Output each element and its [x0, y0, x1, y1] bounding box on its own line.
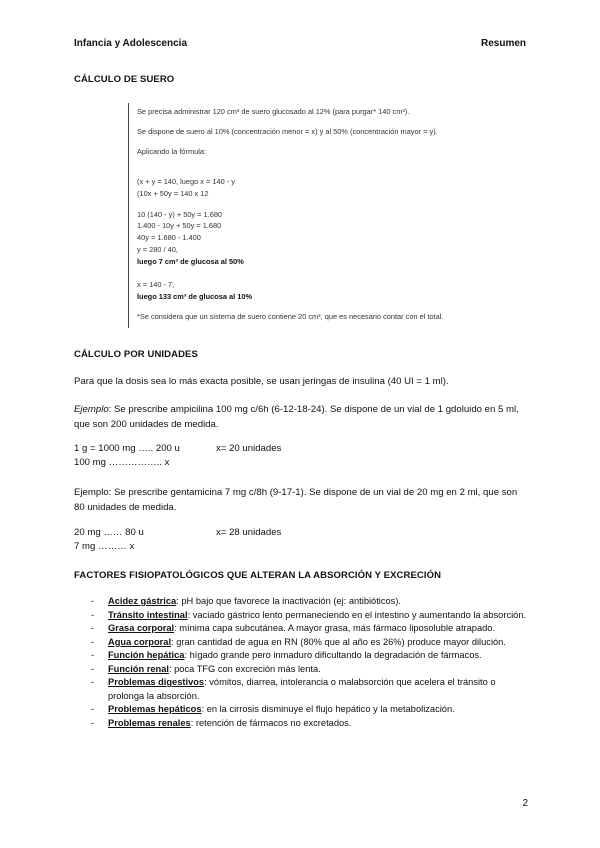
factor-term: Problemas renales	[108, 717, 191, 728]
example-2-rule-1: 20 mg …… 80 u	[74, 527, 144, 538]
factor-desc: : poca TFG con excreción más lenta.	[168, 663, 321, 674]
factor-term: Agua corporal	[108, 636, 172, 647]
example-2-rule-2: 7 mg ……… x	[74, 541, 135, 552]
suero-line: 10 (140 - y) + 50y = 1.680	[137, 210, 223, 219]
factor-term: Acidez gástrica	[108, 596, 177, 606]
list-item	[74, 649, 534, 663]
example-1-text: : Se prescribe ampicilina 100 mg c/6h (6-12-18-24). Se dispone de un vial de 1 gdoluido en 5 ml, que son 200 unidades de medida.	[74, 404, 519, 430]
bullet: -	[91, 650, 95, 660]
example-label: Ejemplo	[74, 404, 109, 415]
suero-line: (10x + 50y = 140 x 12	[137, 189, 209, 198]
suero-title: CÁLCULO DE SUERO	[74, 74, 175, 85]
factor-term: Función hepática	[108, 650, 185, 660]
factor-term: Grasa corporal	[108, 623, 175, 633]
factor-desc: : mínima capa subcutánea. A mayor grasa, más fármaco liposoluble atrapado.	[174, 623, 496, 633]
list-item	[74, 622, 534, 636]
bullet: -	[91, 609, 95, 620]
bullet: -	[91, 623, 95, 633]
example-1-result: x= 20 unidades	[216, 443, 282, 454]
list-item	[74, 595, 534, 609]
example-1-rule-1: 1 g = 1000 mg ….. 200 u	[74, 443, 180, 454]
factor-term: Función renal	[108, 663, 169, 674]
page-number: 2	[522, 798, 528, 809]
factores-list	[74, 595, 534, 730]
header-left: Infancia y Adolescencia	[74, 38, 188, 49]
list-item	[74, 636, 534, 650]
suero-result: luego 133 cm³ de glucosa al 10%	[137, 292, 253, 301]
header-right: Resumen	[480, 38, 526, 49]
factor-desc: : hígado grande pero inmaduro dificultando la degradación de fármacos.	[184, 650, 482, 660]
list-item	[74, 676, 534, 703]
factor-term: Problemas hepáticos	[108, 704, 202, 714]
suero-line: (x + y = 140, luego x = 140 - y	[137, 177, 235, 186]
suero-line: x = 140 - 7,	[137, 280, 175, 289]
example-1	[74, 402, 529, 432]
suero-result: luego 7 cm³ de glucosa al 50%	[137, 257, 244, 266]
list-item	[74, 717, 534, 731]
example-2-result: x= 28 unidades	[216, 527, 282, 538]
list-item	[74, 703, 534, 717]
factor-desc: : pH bajo que favorece la inactivación (ej: antibióticos).	[176, 596, 402, 606]
unidades-intro: Para que la dosis sea lo más exacta posible, se usan jeringas de insulina (40 UI = 1 ml).	[74, 376, 449, 387]
suero-line: 40y = 1.680 - 1.400	[137, 233, 201, 242]
bullet: -	[91, 677, 95, 687]
unidades-title: CÁLCULO POR UNIDADES	[74, 349, 198, 360]
example-1-rule-2: 100 mg …………….. x	[74, 457, 170, 468]
suero-line: Se dispone de suero al 10% (concentración menor = x) y al 50% (concentración mayor = y).	[137, 127, 438, 136]
suero-line: Aplicando la fórmula:	[137, 147, 207, 156]
list-item	[74, 609, 534, 623]
suero-line: y = 280 / 40,	[137, 245, 178, 254]
example-2: Ejemplo: Se prescribe gentamicina 7 mg c/8h (9-17-1). Se dispone de un vial de 20 mg en 2 ml, que son 80 unidades de medida.	[74, 487, 518, 513]
factor-desc: : vaciado gástrico lento permaneciendo en el intestino y aumentando la absorción.	[187, 609, 527, 620]
bullet: -	[91, 596, 95, 606]
suero-calculation-box	[128, 103, 471, 328]
factor-desc: : retención de fármacos no excretados.	[190, 717, 352, 728]
suero-line: 1.400 - 10y + 50y = 1.680	[137, 221, 222, 230]
factor-desc: : gran cantidad de agua en RN (80% que al año es 26%) produce mayor dilución.	[171, 636, 506, 647]
factor-term: Tránsito intestinal	[108, 609, 188, 620]
factor-desc: : vómitos, diarrea, intolerancia o malabsorción que acelera el tránsito o prolonga la absorción.	[108, 677, 496, 701]
suero-line: Se precisa administrar 120 cm³ de suero glucosado al 12% (para purgar* 140 cm³).	[137, 107, 410, 116]
factor-desc: : en la cirrosis disminuye el flujo hepático y la metabolización.	[201, 704, 455, 714]
factores-title: FACTORES FISIOPATOLÓGICOS QUE ALTERAN LA ABSORCIÓN Y EXCRECIÓN	[74, 570, 442, 581]
factor-term: Problemas digestivos	[108, 677, 205, 687]
bullet: -	[91, 704, 95, 714]
bullet: -	[91, 663, 95, 674]
bullet: -	[91, 636, 95, 647]
suero-footnote: *Se considera que un sistema de suero contiene 20 cm³, que es necesario contar con el total.	[137, 312, 444, 321]
bullet: -	[91, 717, 95, 728]
list-item	[74, 663, 534, 677]
